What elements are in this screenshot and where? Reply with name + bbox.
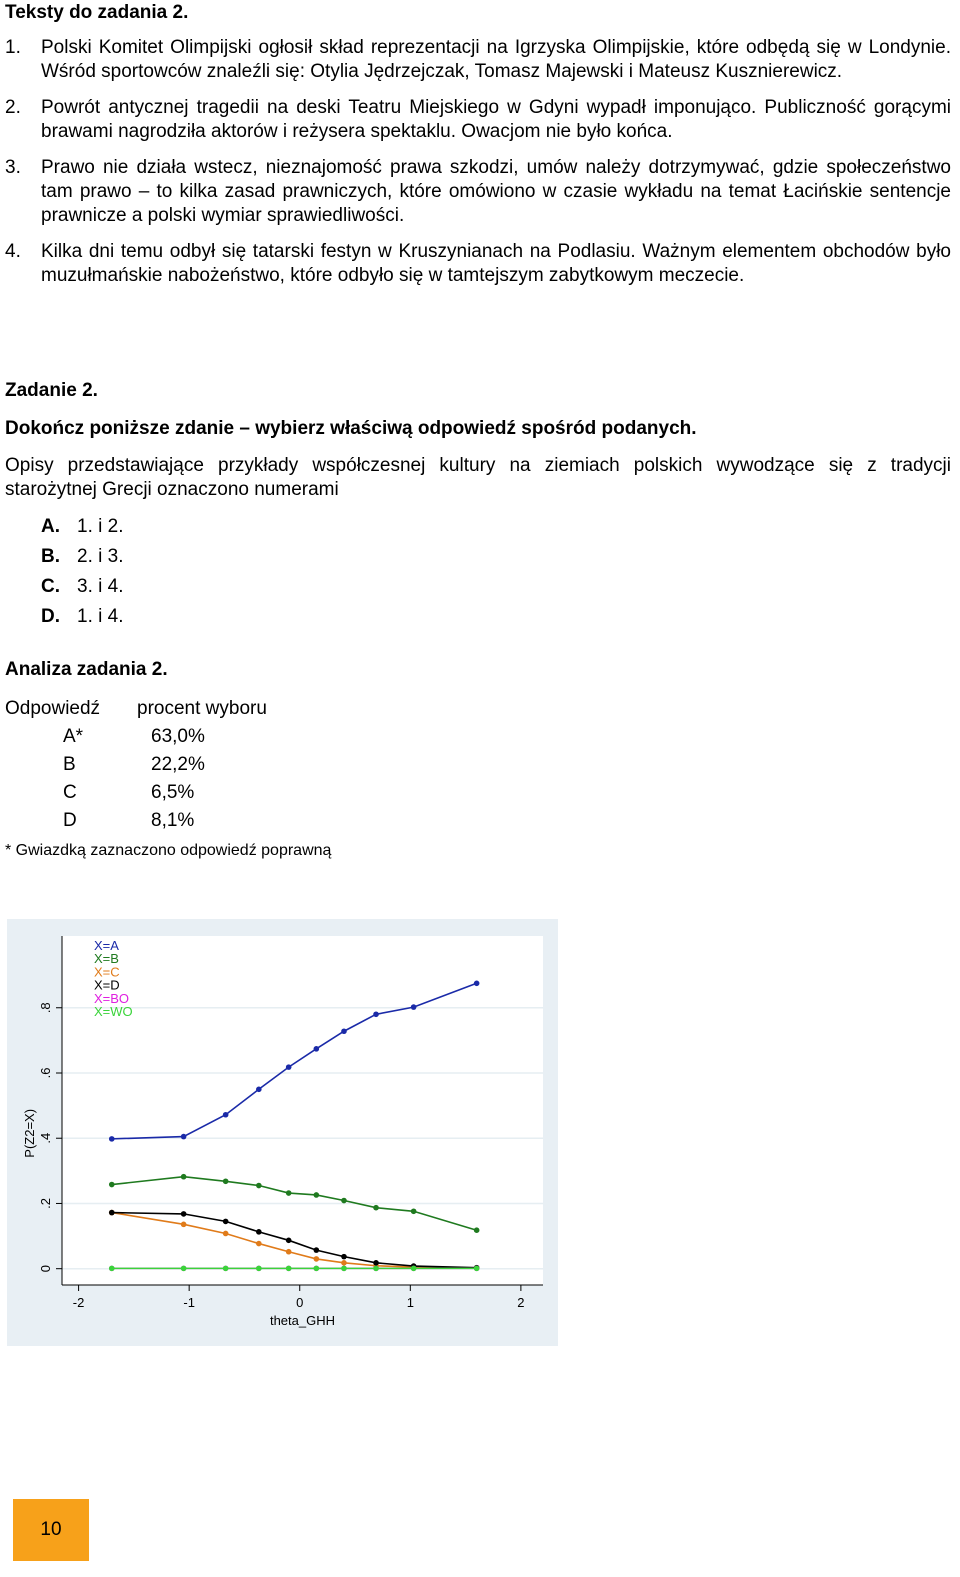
data-point [286,1238,292,1244]
answer-option-letter: B. [41,546,60,567]
answer-option-letter: A. [41,516,60,537]
answer-stats-percent: 6,5% [151,782,195,803]
answer-stats-percent: 8,1% [151,810,195,831]
text-item-body: Powrót antycznej tragedii na deski Teatru Miejskiego w Gdyni wypadł imponująco. Publiczność gorącymi brawami nagrodziła aktorów i reżysera spektaklu. Owacjom nie było końca. [41,97,951,142]
item-characteristic-chart [7,919,558,1346]
data-point [341,1254,347,1260]
text-item-number: 2. [5,97,21,118]
x-tick-label: -2 [72,1295,85,1310]
data-point [181,1266,187,1272]
data-point [181,1222,187,1228]
answer-options [41,515,123,635]
x-tick-label: 2 [517,1295,525,1310]
legend-entry: X=BO [94,990,130,1006]
legend-entry: X=A [94,938,119,953]
answer-option-letter: C. [41,576,60,597]
col-answer-header: Odpowiedź [5,698,101,719]
data-point [223,1178,229,1184]
data-point [181,1211,187,1217]
data-point [286,1190,292,1196]
answer-option-text: 3. i 4. [77,576,124,597]
data-point [373,1205,379,1211]
text-item-number: 1. [5,37,21,58]
data-point [256,1086,262,1092]
text-item-body: Polski Komitet Olimpijski ogłosił skład reprezentacji na Igrzyska Olimpijskie, które odbędą się w Londynie. Wśród sportowców znaleźli się: Otylia Jędrzejczak, Tomasz Majewski i Mateusz Kusznierewicz. [41,37,951,82]
data-point [411,1004,417,1010]
legend-entry: X=D [94,977,120,993]
data-point [256,1266,262,1272]
data-point [411,1208,417,1214]
data-point [181,1134,187,1140]
legend-entry: X=C [94,964,120,980]
answer-stats-answer: C [63,782,77,803]
footnote: * Gwiazdką zaznaczono odpowiedź poprawną [5,842,332,859]
data-point [314,1256,320,1262]
data-point [286,1249,292,1255]
data-point [314,1247,320,1253]
answer-stats-answer: D [63,810,77,831]
answer-stats-row [5,753,267,781]
page-number: 10 [13,1499,89,1561]
answer-option [41,575,123,605]
data-point [314,1266,320,1272]
text-item [5,156,951,228]
col-percent-header: procent wyboru [137,698,267,719]
text-item-body: Kilka dni temu odbył się tatarski festyn w Kruszynianach na Podlasiu. Ważnym elementem obchodów było muzułmańskie nabożeństwo, które odbyło się w tamtejszym zabytkowym meczecie. [41,241,951,286]
data-point [341,1198,347,1204]
x-tick-label: -1 [183,1295,195,1310]
x-tick-label: 0 [296,1295,304,1310]
y-tick-label: .4 [38,1132,53,1144]
answer-option-text: 1. i 2. [77,516,124,537]
text-item-body: Prawo nie działa wstecz, nieznajomość prawa szkodzi, umów należy dotrzymywać, gdzie społeczeństwo tam prawo – to kilka zasad prawniczych, które omówiono w czasie wykładu na temat Łacińskie sentencje prawnicze a polski wymiar sprawiedliwości. [41,157,951,226]
task-instruction: Dokończ poniższe zdanie – wybierz właściwą odpowiedź spośród podanych. [5,418,697,439]
analysis-title: Analiza zadania 2. [5,659,168,680]
answer-stats-table [5,697,267,837]
data-point [109,1210,115,1216]
answer-stats-percent: 63,0% [151,726,205,747]
data-point [474,1227,480,1233]
answer-stats-header [5,697,267,725]
data-point [411,1266,417,1272]
answer-stats-row [5,781,267,809]
x-axis-label: theta_GHH [269,1313,336,1328]
answer-option [41,515,123,545]
section-title: Teksty do zadania 2. [5,2,189,23]
data-point [286,1266,292,1272]
text-item [5,240,951,288]
legend-entry: X=WO [94,1004,133,1019]
data-point [109,1182,115,1188]
data-point [373,1260,379,1266]
data-point [256,1241,262,1247]
data-point [341,1260,347,1266]
data-point [256,1183,262,1189]
plot-area [62,936,543,1285]
data-point [341,1266,347,1272]
task-stem: Opisy przedstawiające przykłady współczesnej kultury na ziemiach polskich wywodzące się z tradycji starożytnej Grecji oznaczono numerami [5,455,951,500]
answer-stats-row [5,725,267,753]
data-point [223,1266,229,1272]
data-point [341,1028,347,1034]
data-point [474,980,480,986]
data-point [373,1266,379,1272]
answer-option-text: 1. i 4. [77,606,124,627]
y-axis-label: P(Z2=X) [22,1108,37,1158]
text-item [5,36,951,84]
answer-option [41,605,123,635]
data-point [474,1266,480,1272]
x-tick-label: 1 [406,1295,414,1310]
answer-stats-percent: 22,2% [151,754,205,775]
answer-stats-answer: B [63,754,76,775]
data-point [223,1231,229,1237]
y-tick-label: .8 [38,1002,53,1014]
y-tick-label: 0 [38,1265,53,1273]
data-point [109,1136,115,1142]
data-point [223,1219,229,1225]
y-tick-label: .6 [38,1067,53,1079]
data-point [109,1266,115,1272]
texts-list [5,36,951,300]
answer-stats-answer: A* [63,726,84,747]
task-title: Zadanie 2. [5,380,98,401]
text-item [5,96,951,144]
answer-option [41,545,123,575]
data-point [181,1174,187,1180]
legend-entry: X=B [94,951,119,967]
y-tick-label: .2 [38,1198,53,1209]
chart-svg [7,919,558,1346]
data-point [256,1229,262,1235]
data-point [314,1046,320,1052]
text-item-number: 4. [5,241,21,262]
answer-option-text: 2. i 3. [77,546,124,567]
data-point [286,1064,292,1070]
data-point [314,1192,320,1198]
text-item-number: 3. [5,157,21,178]
answer-stats-row [5,809,267,837]
answer-option-letter: D. [41,606,60,627]
data-point [223,1112,229,1118]
data-point [373,1011,379,1017]
